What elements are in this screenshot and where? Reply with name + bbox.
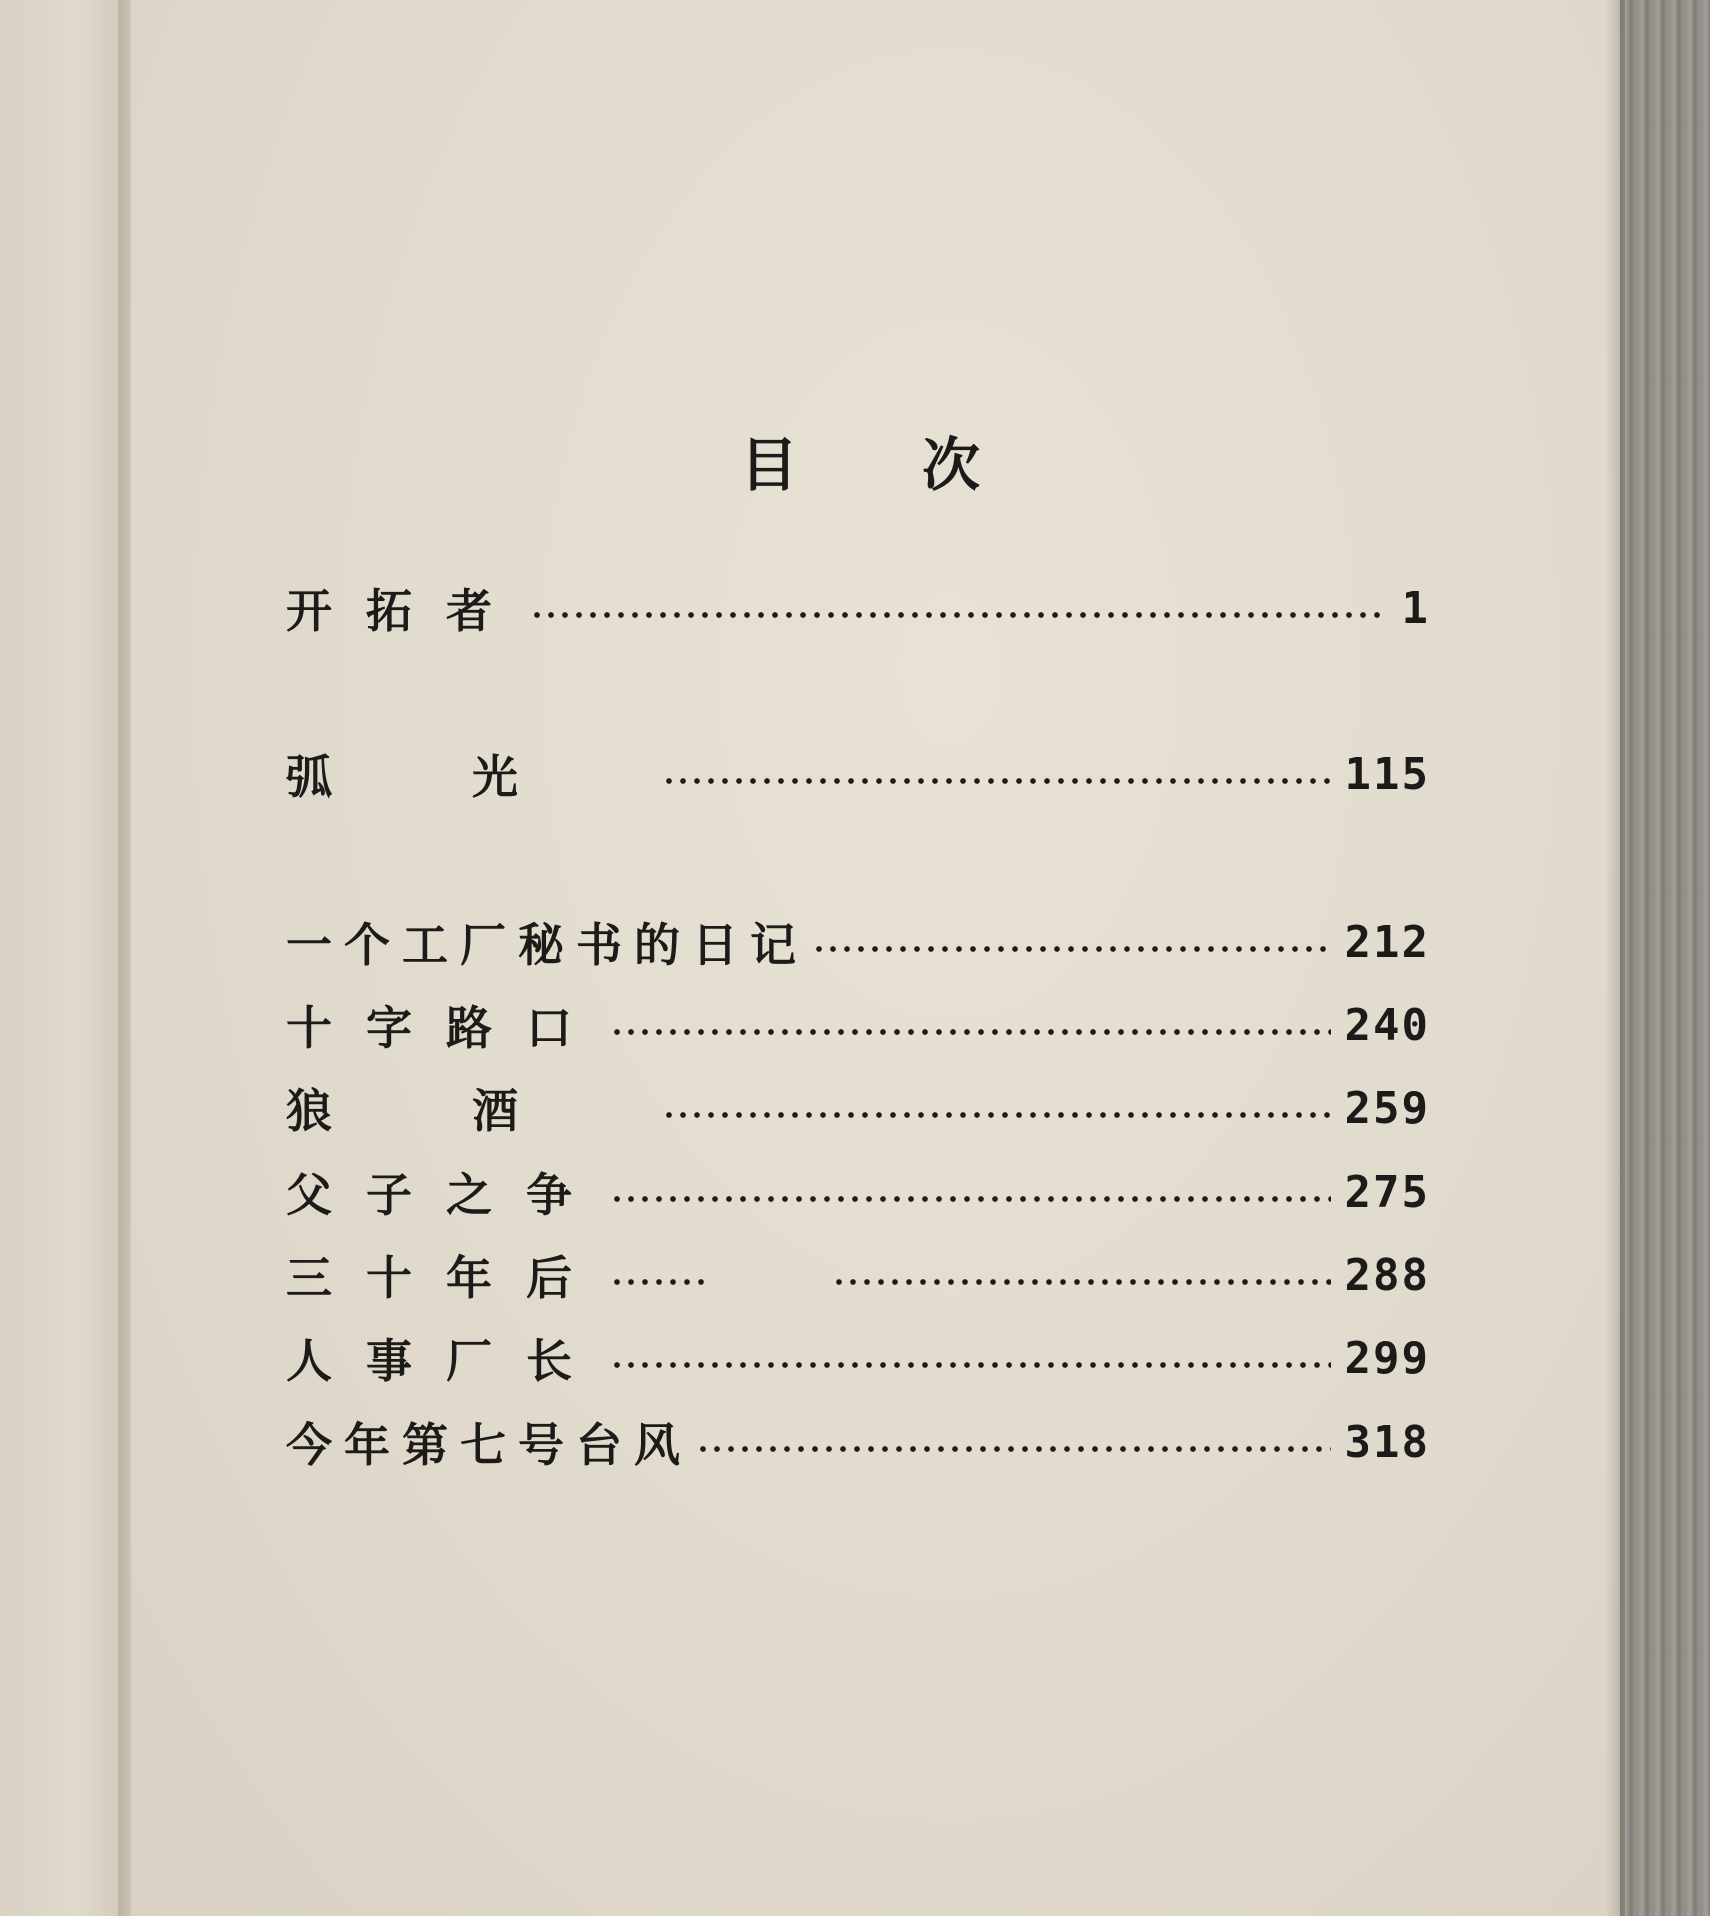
toc-entry-page: 212 <box>1344 916 1430 968</box>
toc-entry-page: 288 <box>1344 1249 1430 1301</box>
toc-entry-page: 259 <box>1344 1082 1430 1134</box>
toc-entry <box>286 1078 1430 1138</box>
toc-entry-title: 弧光 <box>286 750 658 804</box>
page-title <box>740 420 980 500</box>
toc-entry <box>286 744 1430 804</box>
page-edge-shadow <box>1605 0 1625 1916</box>
toc-entry-page: 299 <box>1344 1332 1430 1384</box>
toc-entry <box>286 912 1430 972</box>
dot-leader-segment <box>832 1278 1331 1286</box>
dot-leader-segment <box>610 1278 706 1286</box>
toc-entry-title: 人事厂长 <box>286 1334 606 1388</box>
dot-leader <box>530 611 1388 619</box>
dot-leader <box>812 945 1331 953</box>
dot-leader <box>662 777 1331 785</box>
toc-entry-page: 275 <box>1344 1166 1430 1218</box>
toc-entry-title: 一个工厂秘书的日记 <box>286 918 808 972</box>
dot-leader <box>696 1445 1331 1453</box>
toc-entry-title: 三十年后 <box>286 1251 606 1305</box>
toc-entry-page: 115 <box>1344 748 1430 800</box>
title-char-2: 次 <box>921 431 980 499</box>
dot-leader <box>610 1195 1331 1203</box>
toc-entry-page: 1 <box>1401 582 1430 634</box>
left-page-edge <box>0 0 130 1916</box>
dot-leader <box>610 1361 1331 1369</box>
dot-leader <box>610 1028 1331 1036</box>
toc-entry <box>286 578 1430 638</box>
page-stack-edge <box>1620 0 1710 1916</box>
toc-entry <box>286 1412 1430 1472</box>
toc-entry-title: 狼酒 <box>286 1084 658 1138</box>
toc-entry-page: 318 <box>1344 1416 1430 1468</box>
dot-leader <box>662 1111 1331 1119</box>
toc-entry <box>286 1162 1430 1222</box>
title-char-1: 目 <box>740 431 799 499</box>
toc-entry <box>286 995 1430 1055</box>
dot-leader <box>610 1278 1331 1286</box>
book-gutter <box>118 0 132 1916</box>
toc-entry-title: 父子之争 <box>286 1168 606 1222</box>
toc-entry-page: 240 <box>1344 999 1430 1051</box>
toc-entry-title: 今年第七号台风 <box>286 1418 692 1472</box>
toc-entry-title: 十字路口 <box>286 1001 606 1055</box>
toc-entry <box>286 1328 1430 1388</box>
toc-entry <box>286 1245 1430 1305</box>
toc-entry-title: 开拓者 <box>286 584 526 638</box>
